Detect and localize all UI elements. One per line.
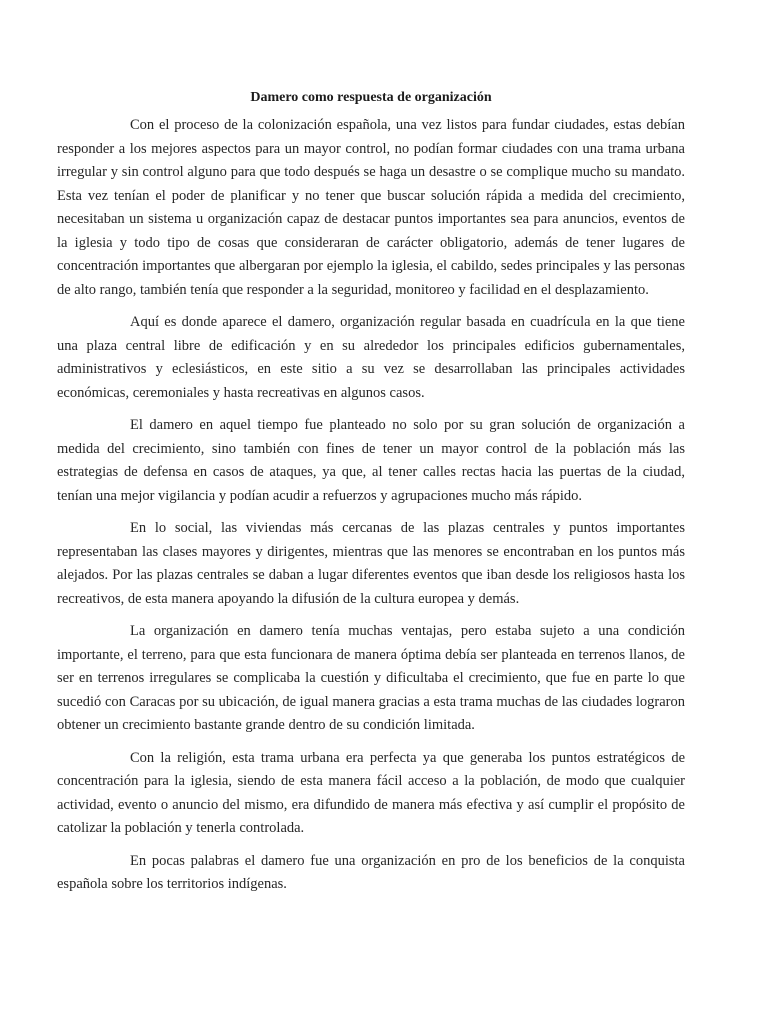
paragraph-7: En pocas palabras el damero fue una organización en pro de los beneficios de la conquista española sobre los territorios indígenas. (57, 852, 685, 892)
paragraph-2: Aquí es donde aparece el damero, organización regular basada en cuadrícula en la que tiene una plaza central libre de edificación y en su alrededor los principales edificios gubernamentales, administrativos y eclesiásticos, en este sitio a su vez se desarrollaban las principales actividades económicas, ceremoniales y hasta recreativas en algunos casos. (57, 314, 685, 401)
document-title: Damero como respuesta de organización (250, 90, 492, 105)
document-body (57, 88, 685, 906)
paragraph-3: El damero en aquel tiempo fue planteado no solo por su gran solución de organización a medida del crecimiento, sino también con fines de tener un mayor control de la población más las estrategias de defensa en casos de ataques, ya que, al tener calles rectas hacia las puertas de la ciudad, tenían una mejor vigilancia y podían acudir a refuerzos y agrupaciones mucho más rápido. (57, 417, 685, 504)
paragraph-6: Con la religión, esta trama urbana era perfecta ya que generaba los puntos estratégicos de concentración para la iglesia, siendo de esta manera fácil acceso a la población, de modo que cualquier actividad, evento o anuncio del mismo, era difundido de manera más efectiva y así cumplir el propósito de catolizar la población y tenerla controlada. (57, 749, 685, 836)
paragraph-5: La organización en damero tenía muchas ventajas, pero estaba sujeto a una condición importante, el terreno, para que esta funcionara de manera óptima debía ser planteada en terrenos llanos, de ser en terrenos irregulares se complicaba la cuestión y dificultaba el crecimiento, que fue en parte lo que sucedió con Caracas por su ubicación, de igual manera gracias a esta trama muchas de las ciudades lograron obtener un crecimiento bastante grande dentro de su condición limitada. (57, 623, 685, 733)
paragraph-4: En lo social, las viviendas más cercanas de las plazas centrales y puntos importantes representaban las clases mayores y dirigentes, mientras que las menores se encontraban en los puntos más alejados. Por las plazas centrales se daban a lugar diferentes eventos que iban desde los religiosos hasta los recreativos, de esta manera apoyando la difusión de la cultura europea y demás. (57, 520, 685, 607)
paragraph-1: Con el proceso de la colonización española, una vez listos para fundar ciudades, estas debían responder a los mejores aspectos para un mayor control, no podían formar ciudades con una trama urbana irregular y sin control alguno para que todo después se haga un desastre o se complique mucho su mandato. Esta vez tenían el poder de planificar y no tener que buscar solución rápida a medida del crecimiento, necesitaban un sistema u organización capaz de destacar puntos importantes sea para anuncios, eventos de la iglesia y todo tipo de cosas que consideraran de carácter obligatorio, además de tener lugares de concentración importantes que albergaran por ejemplo la iglesia, el cabildo, sedes principales y las personas de alto rango, también tenía que responder a la seguridad, monitoreo y facilidad en el desplazamiento. (57, 117, 685, 298)
